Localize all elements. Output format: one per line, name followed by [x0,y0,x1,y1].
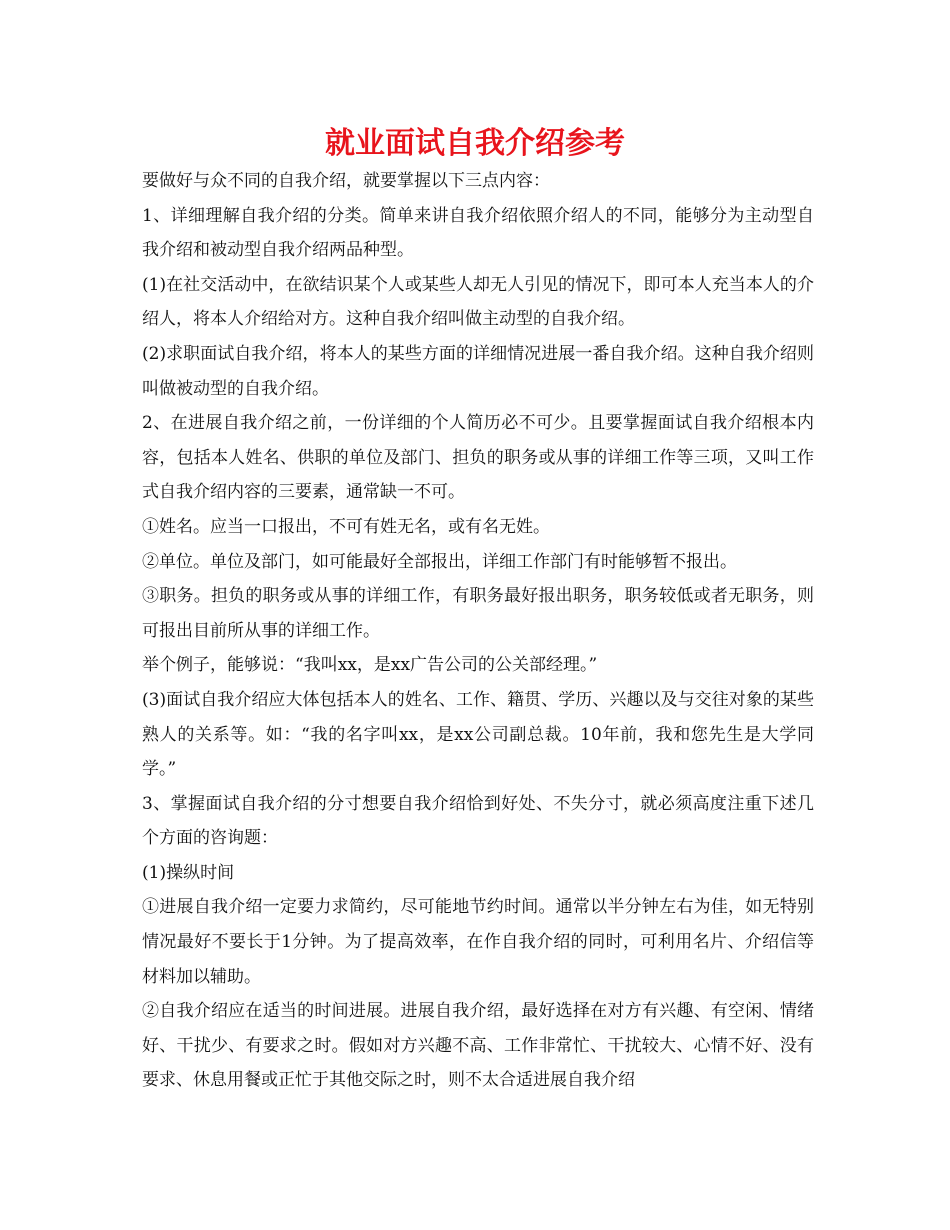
paragraph-point-3: 3、掌握面试自我介绍的分寸想要自我介绍恰到好处、不失分寸，就必须高度注重下述几个方面的咨询题： [142,793,814,849]
paragraph-point-2: 2、在进展自我介绍之前，一份详细的个人简历必不可少。且要掌握面试自我介绍根本内容，包括本人姓名、供职的单位及部门、担负的职务或从事的详细工作等三项，又叫工作式自我介绍内容的三要素，通常缺一不可。 [142,413,814,503]
paragraph-example: 举个例子，能够说：“我叫xx，是xx广告公司的公关部经理。” [142,655,598,676]
document-title: 就业面试自我介绍参考 [325,126,625,161]
paragraph-name: ①姓名。应当一口报出，不可有姓无名，或有名无姓。 [142,516,550,537]
paragraph-1-1: (1)在社交活动中，在欲结识某个人或某些人却无人引见的情况下，即可本人充当本人的介绍人，将本人介绍给对方。这种自我介绍叫做主动型的自我介绍。 [142,274,814,330]
paragraph-1-2: (2)求职面试自我介绍，将本人的某些方面的详细情况进展一番自我介绍。这种自我介绍则叫做被动型的自我介绍。 [142,343,814,399]
paragraph-point-1: 1、详细理解自我介绍的分类。简单来讲自我介绍依照介绍人的不同，能够分为主动型自我介绍和被动型自我介绍两品种型。 [142,205,814,261]
paragraph-position: ③职务。担负的职务或从事的详细工作，有职务最好报出职务，职务较低或者无职务，则可报出目前所从事的详细工作。 [142,586,814,641]
paragraph-1-3: (3)面试自我介绍应大体包括本人的姓名、工作、籍贯、学历、兴趣以及与交往对象的某些熟人的关系等。如：“我的名字叫xx，是xx公司副总裁。10年前，我和您先生是大学同学。” [142,689,814,780]
paragraph-time-2: ②自我介绍应在适当的时间进展。进展自我介绍，最好选择在对方有兴趣、有空闲、情绪好、干扰少、有要求之时。假如对方兴趣不高、工作非常忙、干扰较大、心情不好、没有要求、休息用餐或正忙于其他交际之时，则不太合适进展自我介绍 [142,1001,814,1091]
document-body [142,164,814,1098]
paragraph-control-time: (1)操纵时间 [142,862,235,883]
paragraph-time-1: ①进展自我介绍一定要力求简约，尽可能地节约时间。通常以半分钟左右为佳，如无特别情况最好不要长于1分钟。为了提高效率，在作自我介绍的同时，可利用名片、介绍信等材料加以辅助。 [142,897,814,987]
paragraph-intro: 要做好与众不同的自我介绍，就要掌握以下三点内容： [142,171,550,191]
paragraph-unit: ②单位。单位及部门，如可能最好全部报出，详细工作部门有时能够暂不报出。 [142,551,737,572]
